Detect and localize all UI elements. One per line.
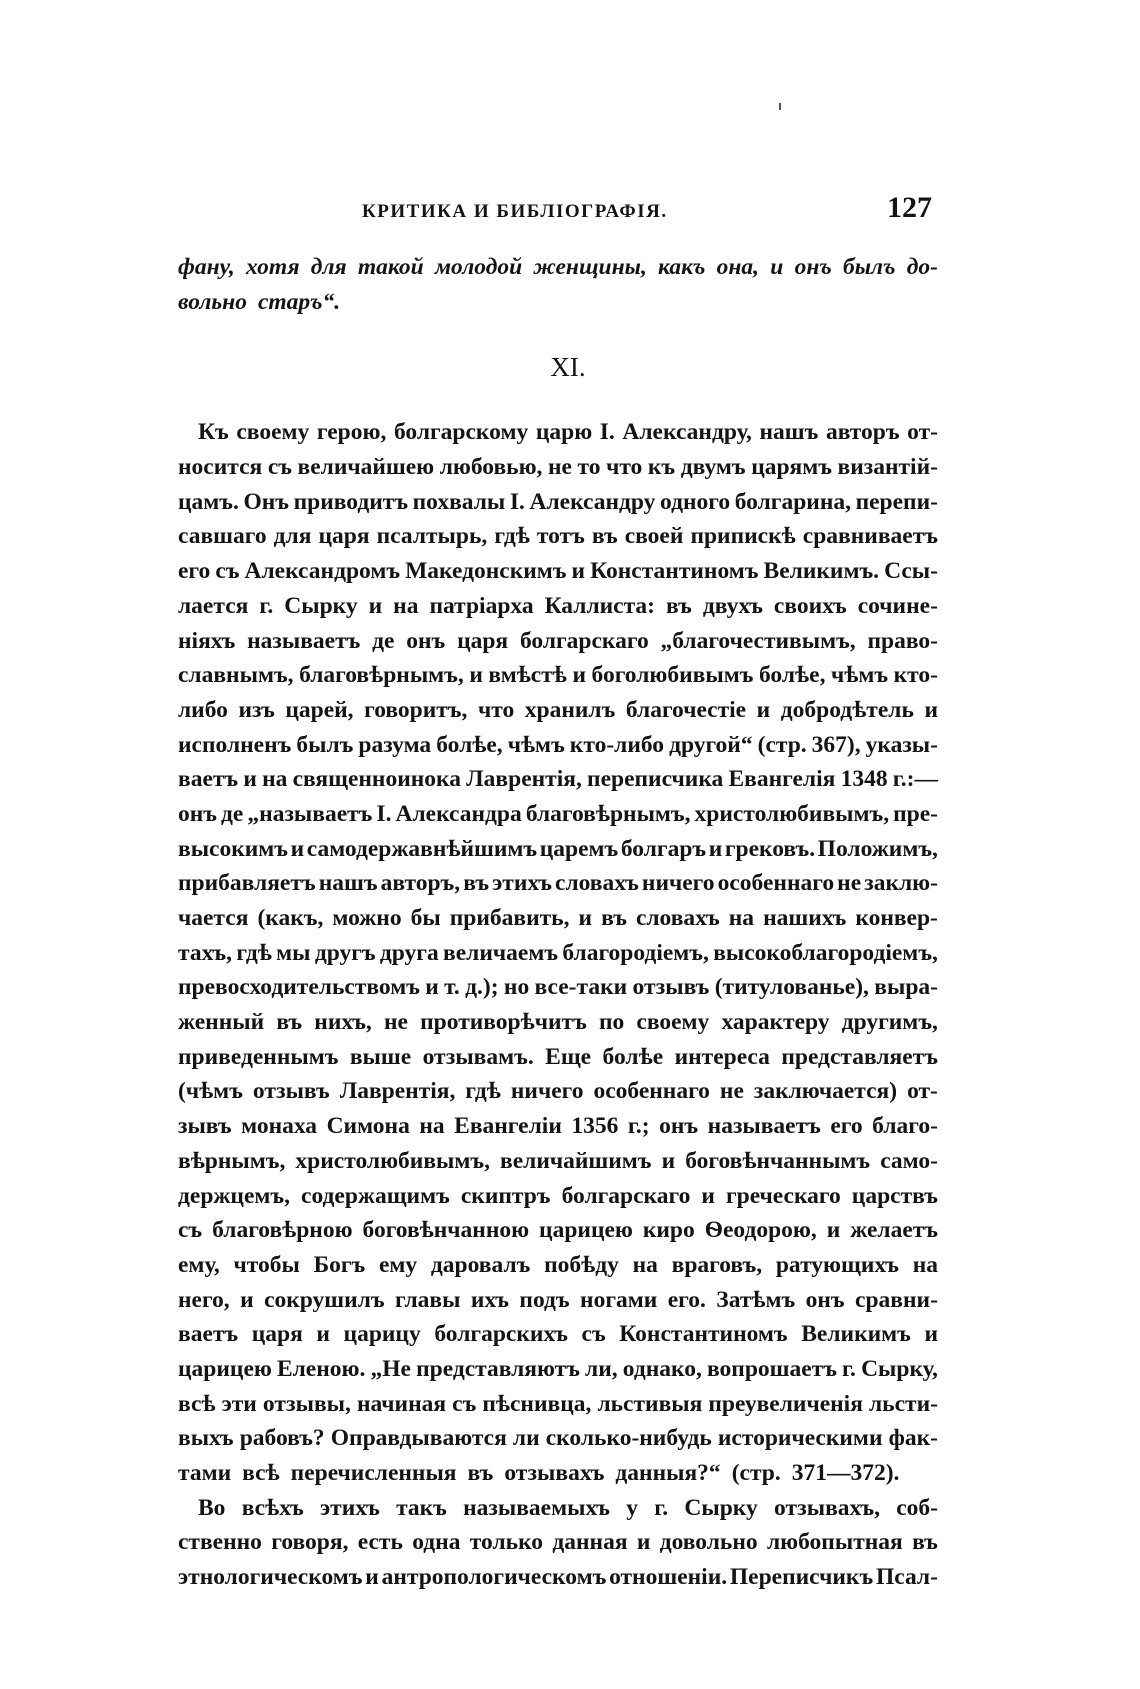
page-header — [178, 191, 932, 235]
scan-speck — [779, 103, 781, 110]
text-line: приведеннымъ выше отзывамъ. Еще болѣе интереса представляетъ — [178, 1043, 938, 1070]
text-line: тами всѣ перечисленныя въ отзывахъ данныя?“ (стр. 371—372). — [178, 1460, 900, 1486]
text-line: ему, чтобы Богъ ему даровалъ побѣду на враговъ, ратующихъ на — [178, 1251, 938, 1278]
text-line: съ благовѣрною боговѣнчанною царицею киро Ѳеодорою, и желаетъ — [178, 1217, 938, 1244]
text-line: лается г. Сырку и на патріарха Каллиста: въ двухъ своихъ сочине- — [178, 592, 938, 619]
text-line: Къ своему герою, болгарскому царю I. Александру, нашъ авторъ от- — [198, 419, 938, 446]
text-line: ственно говоря, есть одна только данная и довольно любопытная въ — [178, 1529, 938, 1556]
text-line: исполненъ былъ разума болѣе, чѣмъ кто-либо другой“ (стр. 367), указы- — [178, 731, 938, 758]
text-line: чается (какъ, можно бы прибавить, и въ словахъ на нашихъ конвер- — [178, 905, 938, 931]
text-line: всѣ эти отзывы, начиная съ пѣснивца, льстивыя преувеличенія льсти- — [178, 1390, 938, 1417]
page-number: 127 — [887, 191, 932, 224]
text-line: высокимъ и самодержавнѣйшимъ царемъ болгаръ и грековъ. Положимъ, — [178, 835, 938, 862]
text-line: ніяхъ называетъ де онъ царя болгарскаго „благочестивымъ, право- — [178, 627, 938, 654]
intro-paragraph — [178, 250, 938, 319]
text-line: женный въ нихъ, не противорѣчитъ по своему характеру другимъ, — [178, 1009, 938, 1036]
text-line: этнологическомъ и антропологическомъ отношеніи. Переписчикъ Псал- — [178, 1564, 938, 1591]
text-line: держцемъ, содержащимъ скиптръ болгарскаго и греческаго царствъ — [178, 1182, 938, 1209]
text-line: Во всѣхъ этихъ такъ называемыхъ у г. Сырку отзывахъ, соб- — [198, 1494, 938, 1521]
text-line: носится съ величайшею любовью, не то что къ двумъ царямъ византій- — [178, 454, 938, 481]
text-line: его съ Александромъ Македонскимъ и Константиномъ Великимъ. Ссы- — [178, 558, 938, 585]
paragraph-1 — [178, 415, 938, 1490]
text-line: вольно старъ“. — [178, 288, 341, 315]
section-number: XI. — [550, 352, 586, 383]
text-line: выхъ рабовъ? Оправдываются ли сколько-нибудь историческими фак- — [178, 1425, 938, 1452]
text-line: савшаго для царя псалтырь, гдѣ тотъ въ своей припискѣ сравниваетъ — [178, 523, 938, 550]
text-line: онъ де „называетъ I. Александра благовѣрнымъ, христолюбивымъ, пре- — [178, 800, 938, 827]
body-text — [178, 250, 938, 1595]
text-line: цамъ. Онъ приводитъ похвалы I. Александру одного болгарина, перепи- — [178, 488, 938, 515]
text-line: славнымъ, благовѣрнымъ, и вмѣстѣ и боголюбивымъ болѣе, чѣмъ кто- — [178, 662, 938, 689]
text-line: ваетъ царя и царицу болгарскихъ съ Константиномъ Великимъ и — [178, 1321, 938, 1348]
text-line: ваетъ и на священноинока Лаврентія, переписчика Евангелія 1348 г.:— — [178, 766, 938, 793]
running-title: КРИТИКА И БИБЛІОГРАФІЯ. — [362, 201, 668, 222]
text-line: прибавляетъ нашъ авторъ, въ этихъ словахъ ничего особеннаго не заклю- — [178, 870, 938, 897]
paragraph-2 — [178, 1491, 938, 1595]
text-line: зывъ монаха Симона на Евангеліи 1356 г.; онъ называетъ его благо- — [178, 1113, 938, 1140]
text-line: вѣрнымъ, христолюбивымъ, величайшимъ и боговѣнчаннымъ само- — [178, 1147, 938, 1174]
text-line: него, и сокрушилъ главы ихъ подъ ногами его. Затѣмъ онъ сравни- — [178, 1286, 938, 1313]
text-line: (чѣмъ отзывъ Лаврентія, гдѣ ничего особеннаго не заключается) от- — [178, 1078, 938, 1105]
text-line: фану, хотя для такой молодой женщины, какъ она, и онъ былъ до- — [178, 254, 938, 280]
text-line: тахъ, гдѣ мы другъ друга величаемъ благородіемъ, высокоблагородіемъ, — [178, 939, 938, 966]
text-line: превосходительствомъ и т. д.); но все-таки отзывъ (титулованье), выра- — [178, 974, 938, 1001]
text-line: либо изъ царей, говоритъ, что хранилъ благочестіе и добродѣтель и — [178, 696, 938, 723]
text-line: царицею Еленою. „Не представляютъ ли, однако, вопрошаетъ г. Сырку, — [178, 1355, 938, 1382]
